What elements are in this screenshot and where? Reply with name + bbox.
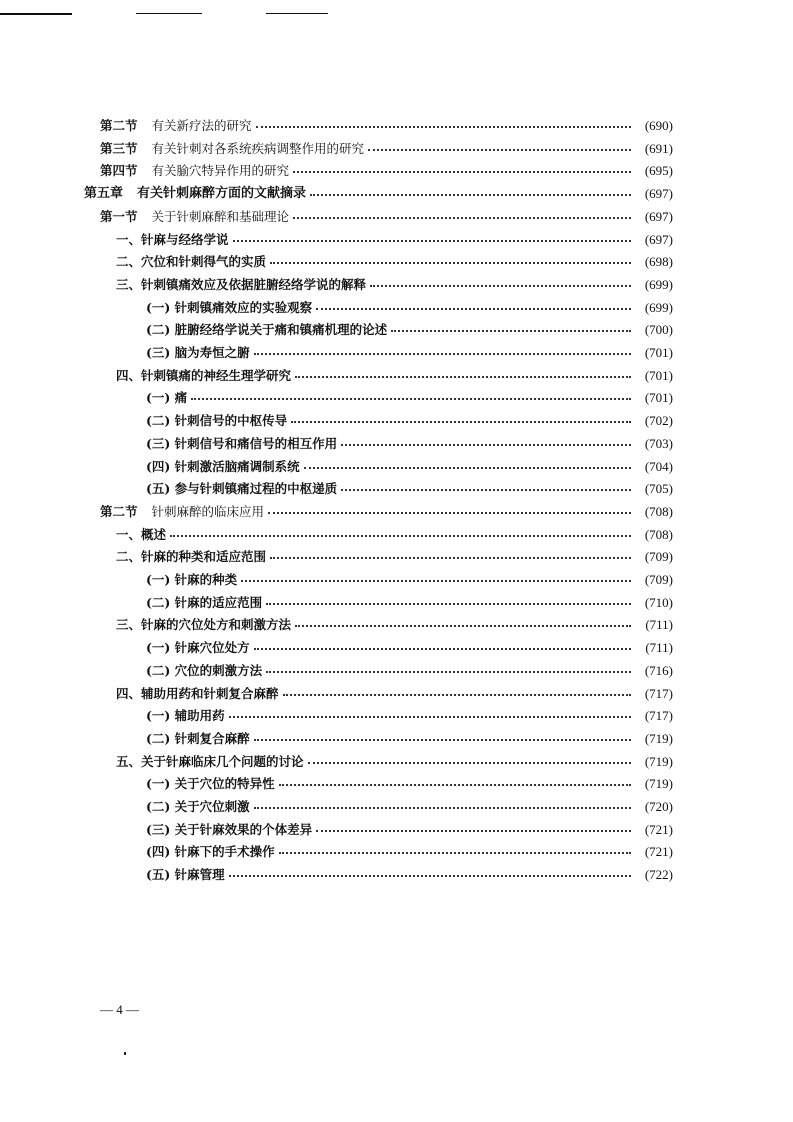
header-rule-3: [266, 13, 328, 14]
toc-entry: [100, 114, 673, 137]
toc-entry-page: (710): [644, 594, 673, 610]
toc-entry-page: (711): [645, 617, 673, 633]
toc-dot-leader: [254, 341, 631, 364]
toc-entry-page: (709): [644, 549, 673, 565]
toc-entry-title: (三) 关于针麻效果的个体差异: [146, 821, 313, 837]
toc-entry: [116, 613, 673, 636]
toc-entry-title: (二) 针刺复合麻醉: [146, 730, 250, 746]
toc-entry-page: (695): [644, 163, 673, 179]
toc-entry-page: (711): [645, 640, 673, 656]
toc-dot-leader: [256, 114, 631, 137]
toc-entry-title: (四) 针麻下的手术操作: [146, 844, 275, 860]
toc-dot-leader: [341, 432, 631, 455]
toc-entry-page: (700): [644, 322, 673, 338]
toc-entry: [146, 659, 673, 682]
toc-entry-title: 针刺麻醉的临床应用: [151, 503, 265, 519]
toc-entry-title: (二) 穴位的刺激方法: [146, 662, 263, 678]
toc-entry: [84, 182, 673, 205]
toc-entry-page: (721): [644, 844, 673, 860]
toc-entry-page: (709): [644, 572, 673, 587]
toc-entry: [146, 863, 673, 886]
toc-entry-title: 二、针麻的种类和适应范围: [116, 549, 267, 565]
toc-entry-title: 有关新疗法的研究: [151, 118, 252, 133]
toc-entry-page: (691): [644, 140, 673, 156]
toc-entry-title: 关于针刺麻醉和基础理论: [151, 208, 290, 224]
toc-entry-title: (二) 关于穴位刺激: [146, 799, 250, 814]
toc-dot-leader: [391, 318, 631, 341]
toc-entry-number: 第二节: [100, 503, 138, 519]
toc-dot-leader: [341, 477, 631, 500]
toc-entry-title: 四、辅助用药和针刺复合麻醉: [116, 685, 279, 701]
toc-dot-leader: [295, 364, 631, 387]
toc-dot-leader: [229, 863, 631, 886]
toc-entry: [146, 318, 673, 341]
toc-dot-leader: [295, 613, 631, 636]
toc-entry-title: (一) 针刺镇痛效应的实验观察: [146, 299, 313, 315]
toc-entry-page: (702): [644, 413, 673, 429]
toc-entry: [146, 795, 673, 818]
toc-entry: [146, 386, 673, 409]
toc-entry-number: 第三节: [100, 140, 138, 156]
toc-entry: [146, 772, 673, 795]
toc-entry: [116, 750, 673, 773]
toc-dot-leader: [304, 455, 631, 478]
toc-dot-leader: [283, 682, 631, 705]
toc-entry-page: (703): [644, 435, 673, 451]
toc-entry: [146, 477, 673, 500]
toc-entry-page: (701): [644, 390, 673, 406]
toc-entry: [100, 137, 673, 160]
toc-dot-leader: [310, 182, 631, 205]
toc-entry-title: (一) 辅助用药: [146, 708, 225, 724]
toc-entry-page: (719): [644, 730, 673, 746]
toc-entry-title: (二) 针刺信号的中枢传导: [146, 413, 288, 429]
toc-entry-title: 一、针麻与经络学说: [116, 231, 229, 247]
toc-entry-page: (717): [644, 685, 673, 701]
toc-entry-title: 四、针刺镇痛的神经生理学研究: [116, 367, 292, 383]
toc-dot-leader: [291, 409, 631, 432]
toc-dot-leader: [279, 772, 631, 795]
toc-entry-page: (716): [644, 662, 673, 678]
toc-entry: [116, 273, 673, 296]
toc-dot-leader: [308, 750, 631, 773]
toc-entry-page: (722): [644, 867, 673, 883]
toc-entry: [116, 250, 673, 273]
toc-entry: [146, 704, 673, 727]
toc-dot-leader: [191, 386, 631, 409]
toc-dot-leader: [229, 704, 631, 727]
toc-entry-page: (717): [644, 708, 673, 724]
toc-dot-leader: [270, 545, 631, 568]
toc-dot-leader: [316, 818, 631, 841]
toc-entry: [146, 568, 673, 591]
toc-entry-title: 有关针刺麻醉方面的文献摘录: [137, 186, 307, 202]
toc-entry-title: (一) 关于穴位的特异性: [146, 776, 275, 792]
toc-entry-title: (三) 针刺信号和痛信号的相互作用: [146, 435, 338, 451]
toc-entry-page: (708): [644, 526, 673, 542]
toc-dot-leader: [241, 568, 631, 591]
toc-entry: [146, 432, 673, 455]
toc-entry-page: (708): [644, 503, 673, 519]
toc-entry: [116, 228, 673, 251]
toc-entry-page: (701): [644, 345, 673, 360]
toc-entry: [146, 341, 673, 364]
toc-entry: [146, 455, 673, 478]
toc-entry-page: (704): [644, 458, 673, 474]
toc-dot-leader: [170, 523, 631, 546]
toc-entry: [116, 682, 673, 705]
toc-entry: [100, 159, 673, 182]
toc-entry-page: (690): [644, 118, 673, 133]
toc-entry-title: 五、关于针麻临床几个问题的讨论: [116, 753, 304, 769]
toc-entry-page: (699): [644, 276, 673, 292]
toc-entry: [146, 636, 673, 659]
toc-dot-leader: [268, 500, 631, 523]
header-rule-2: [136, 13, 202, 14]
toc-dot-leader: [254, 636, 631, 659]
toc-entry: [146, 840, 673, 863]
toc-entry-title: (一) 痛: [146, 390, 188, 406]
toc-entry-page: (705): [644, 481, 673, 497]
toc-dot-leader: [254, 795, 631, 818]
toc-entry: [146, 409, 673, 432]
toc-dot-leader: [233, 228, 631, 251]
toc-entry-number: 第五章: [84, 186, 124, 202]
toc-dot-leader: [316, 296, 631, 319]
toc-entry: [116, 364, 673, 387]
toc-entry-page: (699): [644, 299, 673, 315]
toc-entry-title: (五) 针麻管理: [146, 867, 225, 883]
toc-entry-page: (697): [644, 231, 673, 247]
toc-entry: [100, 500, 673, 523]
toc-dot-leader: [266, 591, 631, 614]
page-number: — 4 —: [100, 1002, 139, 1017]
toc-dot-leader: [270, 250, 631, 273]
toc-entry-title: (二) 针麻的适应范围: [146, 594, 263, 610]
toc-entry-title: (二) 脏腑经络学说关于痛和镇痛机理的论述: [146, 322, 388, 338]
toc-entry: [100, 205, 673, 228]
toc-entry-number: 第一节: [100, 208, 138, 224]
toc-entry: [146, 818, 673, 841]
toc-entry: [116, 523, 673, 546]
toc-entry-title: 三、针刺镇痛效应及依据脏腑经络学说的解释: [116, 276, 367, 292]
toc-entry-title: 三、针麻的穴位处方和刺激方法: [116, 617, 292, 633]
toc-dot-leader: [266, 659, 631, 682]
toc-entry-title: 有关腧穴特异作用的研究: [151, 163, 290, 179]
toc-dot-leader: [254, 727, 631, 750]
toc-dot-leader: [368, 137, 631, 160]
toc-entry-title: (一) 针麻穴位处方: [146, 640, 250, 656]
toc-dot-leader: [293, 205, 631, 228]
toc-dot-leader: [279, 840, 631, 863]
toc-entry-page: (719): [644, 776, 673, 792]
toc-entry-page: (720): [644, 799, 673, 814]
toc-dot-leader: [370, 273, 631, 296]
toc-entry-title: (三) 脑为寿恒之腑: [146, 345, 250, 360]
toc-entry-page: (698): [644, 254, 673, 270]
toc-entry-title: 二、穴位和针刺得气的实质: [116, 254, 267, 270]
toc-entry: [146, 591, 673, 614]
toc-entry: [146, 727, 673, 750]
toc-dot-leader: [293, 159, 631, 182]
toc-entry-title: (五) 参与针刺镇痛过程的中枢递质: [146, 481, 338, 497]
toc-entry-page: (697): [644, 208, 673, 224]
toc-entry-number: 第四节: [100, 163, 138, 179]
toc-entry-title: 一、概述: [116, 526, 167, 542]
toc-entry: [146, 296, 673, 319]
scan-speck: [124, 1052, 126, 1055]
toc-entry-title: 有关针刺对各系统疾病调整作用的研究: [151, 140, 365, 156]
header-rule-1: [0, 13, 72, 15]
toc-entry-page: (697): [644, 186, 673, 202]
toc-entry-page: (719): [644, 753, 673, 769]
toc-entry-title: (四) 针刺激活脑痛调制系统: [146, 458, 300, 474]
toc-entry-page: (701): [644, 367, 673, 383]
toc-entry-title: (一) 针麻的种类: [146, 572, 238, 587]
toc-entry-number: 第二节: [100, 118, 138, 133]
toc-entry: [116, 545, 673, 568]
toc-entry-page: (721): [644, 821, 673, 837]
